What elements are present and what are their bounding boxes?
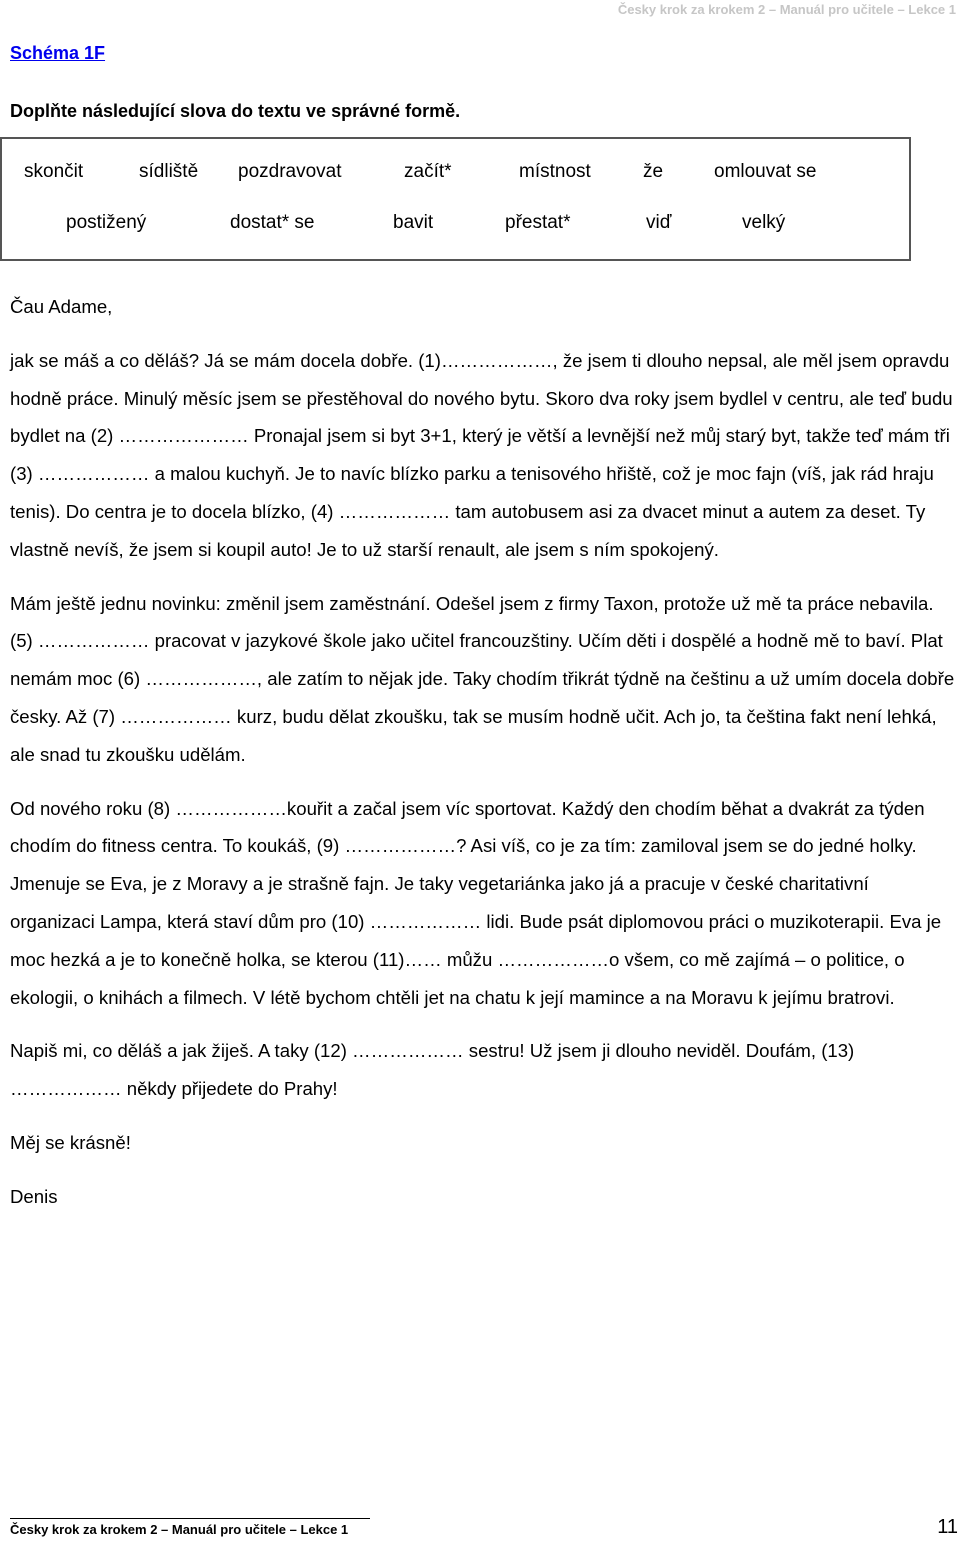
footer-divider — [10, 1518, 370, 1519]
exercise-instruction: Doplňte následující slova do textu ve správné formě. — [10, 101, 461, 121]
word-bank-item: že — [643, 161, 664, 182]
schema-title: Schéma 1F — [10, 43, 106, 63]
letter-text — [10, 288, 958, 1216]
word-bank-item: postižený — [66, 212, 147, 233]
letter-paragraph-1: jak se máš a co děláš? Já se mám docela dobře. (1)………………, že jsem ti dlouho nepsal, ale měl jsem opravdu hodně práce. Minulý měsíc jsem se přestěhoval do nového bytu. Skoro dva roky jsem bydlel v centru, ale teď budu bydlet na (2) ………………… Pronajal jsem si byt 3+1, který je větší a levnější než můj starý byt, takže teď mám tři (3) ……………… a malou kuchyň. Je to navíc blízko parku a tenisového hřiště, což je moc fajn (víš, jak rád hraju tenis). Do centra je to docela blízko, (4) ……………… tam autobusem asi za dvacet minut a autem za deset. Ty vlastně nevíš, že jsem si koupil auto! Je to už starší renault, ale jsem s ním spokojený. — [10, 349, 953, 560]
letter-paragraph-4: Napiš mi, co děláš a jak žiješ. A taky (12) ……………… sestru! Už jsem ji dlouho neviděl. Doufám, (13) ……………… někdy přijedete do Prahy! — [10, 1040, 855, 1100]
word-bank-item: dostat* se — [230, 212, 315, 233]
word-bank-item: pozdravovat — [238, 161, 342, 182]
letter-signature: Denis — [10, 1185, 58, 1207]
running-footer: Česky krok za krokem 2 – Manuál pro učitele – Lekce 1 — [10, 1522, 349, 1537]
word-bank-box — [0, 137, 911, 261]
word-bank-row-1 — [2, 161, 909, 191]
word-bank-item: přestat* — [505, 212, 571, 233]
page-number: 11 — [937, 1516, 958, 1538]
word-bank-item: bavit — [393, 212, 434, 233]
word-bank-row-2 — [2, 212, 909, 242]
letter-paragraph-3: Od nového roku (8) ………………kouřit a začal jsem víc sportovat. Každý den chodím běhat a dvakrát za týden chodím do fitness centra. To koukáš, (9) ………………? Asi víš, co je za tím: zamiloval jsem se do jedné holky. Jmenuje se Eva, je z Moravy a je strašně fajn. Je taky vegetariánka jako já a pracuje v české charitativní organizaci Lampa, která staví dům pro (10) ……………… lidi. Bude psát diplomovou práci o muzikoterapii. Eva je moc hezká a je to konečně holka, se kterou (11)…… můžu ………………o všem, co mě zajímá – o politice, o ekologii, o knihách a filmech. V létě bychom chtěli jet na chatu k její mamince a na Moravu k jejímu bratrovi. — [10, 797, 942, 1008]
running-header: Česky krok za krokem 2 – Manuál pro učitele – Lekce 1 — [617, 2, 956, 17]
word-bank-item: viď — [646, 212, 672, 233]
word-bank-item: skončit — [24, 161, 84, 182]
letter-greeting: Čau Adame, — [10, 296, 113, 317]
letter-paragraph-2: Mám ještě jednu novinku: změnil jsem zaměstnání. Odešel jsem z firmy Taxon, protože už mě ta práce nebavila. (5) ……………… pracovat v jazykové škole jako učitel francouzštiny. Učím děti i dospělé a hodně mě to baví. Plat nemám moc (6) ………………, ale zatím to nějak jde. Taky chodím třikrát týdně na češtinu a už umím docela dobře česky. Až (7) ……………… kurz, budu dělat zkoušku, tak se musím hodně učit. Ach jo, ta čeština fakt není lehká, ale snad tu zkoušku udělám. — [10, 592, 955, 765]
word-bank-item: místnost — [519, 161, 591, 182]
word-bank-item: sídliště — [139, 161, 199, 182]
word-bank-item: velký — [742, 212, 786, 233]
word-bank-item: začít* — [404, 161, 452, 182]
word-bank-item: omlouvat se — [714, 161, 817, 182]
letter-closing: Měj se krásně! — [10, 1131, 131, 1153]
